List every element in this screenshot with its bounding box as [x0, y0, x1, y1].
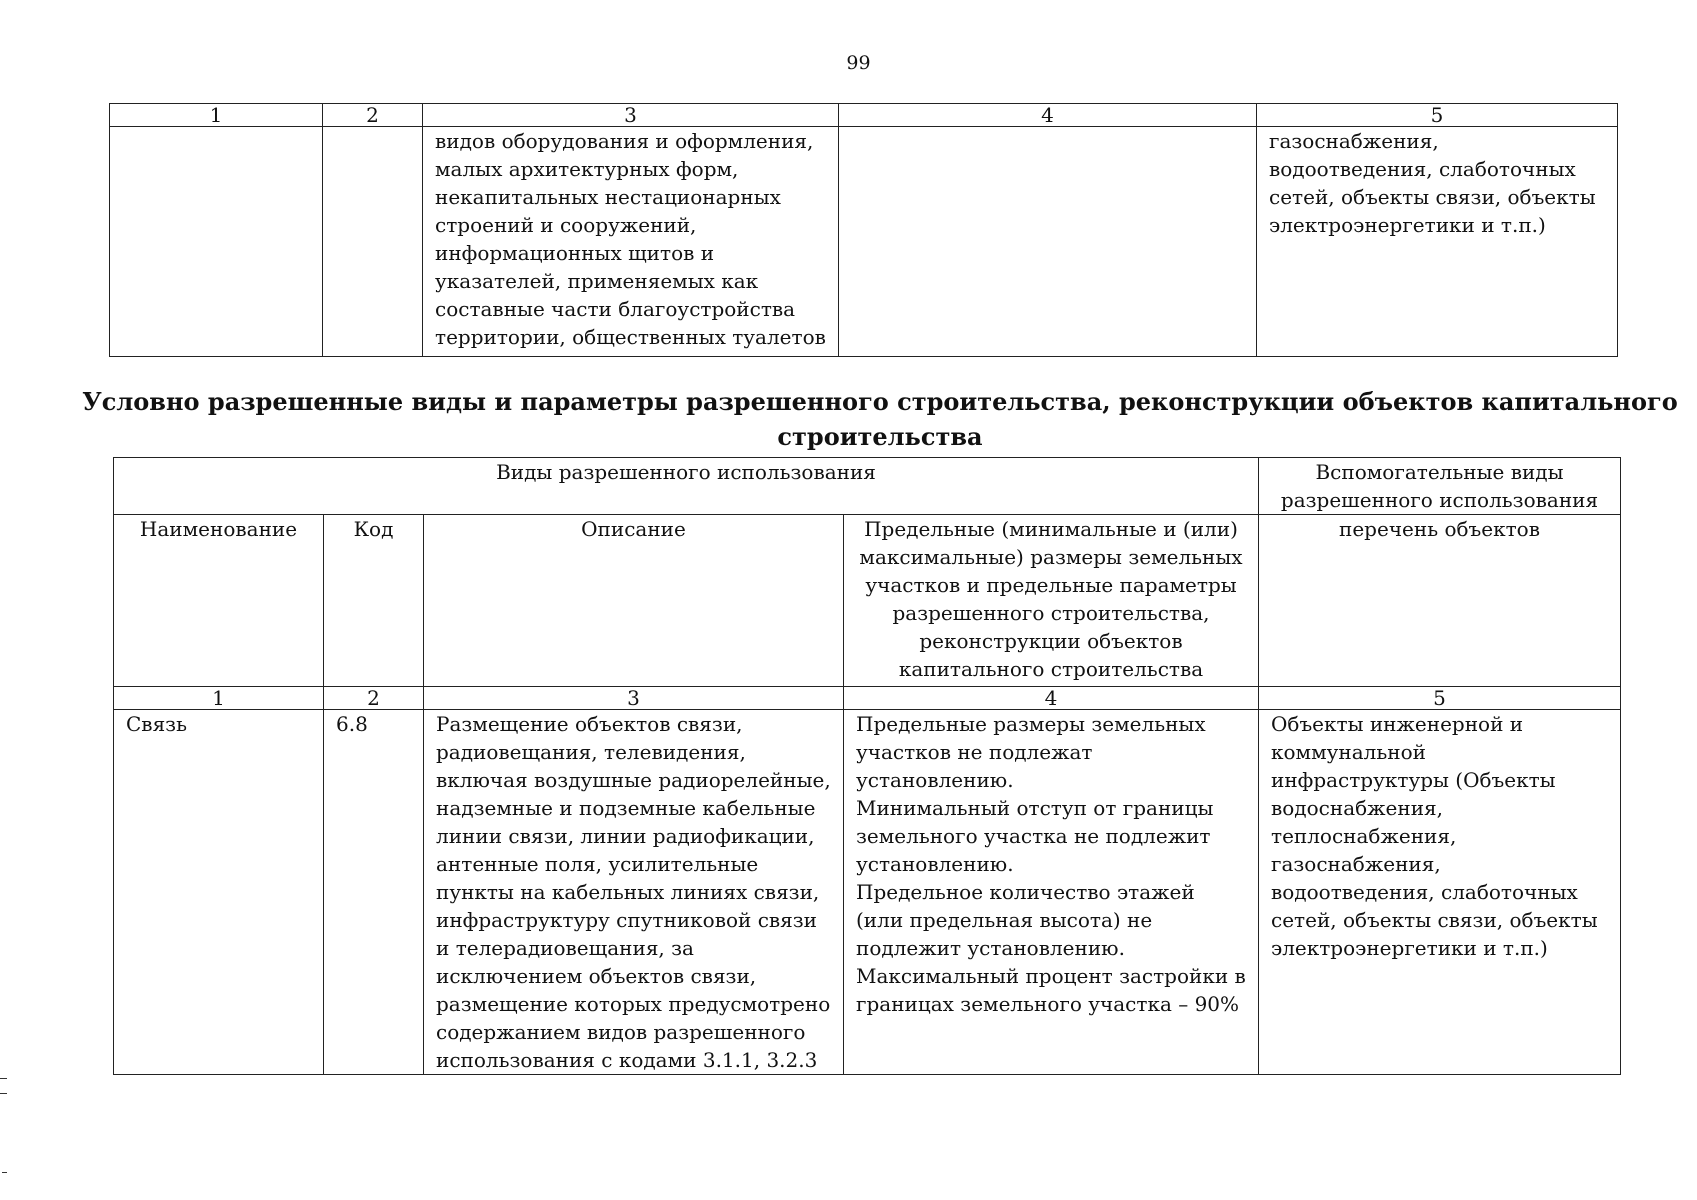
column-number: 5 [1259, 687, 1621, 710]
column-numbers-row [110, 104, 1618, 127]
parameters-cell [839, 127, 1257, 357]
column-number: 5 [1257, 104, 1618, 127]
name-cell: Связь [114, 710, 324, 1075]
objects-list-column-header: перечень объектов [1259, 515, 1621, 687]
code-cell [323, 127, 423, 357]
column-number: 2 [324, 687, 424, 710]
column-number: 4 [839, 104, 1257, 127]
parameters-cell [844, 710, 1259, 1075]
column-number: 4 [844, 687, 1259, 710]
column-header-row [114, 515, 1621, 687]
column-number: 3 [423, 104, 839, 127]
auxiliary-cell: газоснабжения, водоотведения, слаботочных сетей, объекты связи, объекты электроэнергетики и т.п.) [1257, 127, 1618, 357]
page-number: 99 [846, 52, 871, 74]
column-number: 1 [114, 687, 324, 710]
column-numbers-row [114, 687, 1621, 710]
parameter-line: Минимальный отступ от границы земельного участка не подлежит установлению. [856, 796, 1214, 876]
parameter-line: Максимальный процент застройки в границах земельного участка – 90% [856, 964, 1246, 1016]
code-cell: 6.8 [324, 710, 424, 1075]
name-column-header: Наименование [114, 515, 324, 687]
section-heading: Условно разрешенные виды и параметры разрешенного строительства, реконструкции объектов капитального строительства [82, 387, 1678, 451]
margin-mark [0, 1078, 7, 1094]
column-number: 1 [110, 104, 323, 127]
parameter-line: Предельное количество этажей (или предельная высота) не подлежит установлению. [856, 880, 1195, 960]
description-cell: Размещение объектов связи, радиовещания, телевидения, включая воздушные радиорелейные, надземные и подземные кабельные линии связи, линии радиофикации, антенные поля, усилительные пункты на кабельных линиях связи, инфраструктуру спутниковой связи и телерадиовещания, за исключением объектов связи, размещение которых предусмотрено содержанием видов разрешенного использования с кодами 3.1.1, 3.2.3 [424, 710, 844, 1075]
parameters-column-header: Предельные (минимальные и (или) максимальные) размеры земельных участков и предельные параметры разрешенного строительства, реконструкции объектов капитального строительства [844, 515, 1259, 687]
continuation-table [109, 103, 1618, 357]
group-header-row [114, 458, 1621, 515]
code-column-header: Код [324, 515, 424, 687]
name-cell [110, 127, 323, 357]
description-cell: видов оборудования и оформления, малых архитектурных форм, некапитальных нестационарных строений и сооружений, информационных щитов и указателей, применяемых как составные части благоустройства территории, общественных туалетов [423, 127, 839, 357]
table-row [114, 710, 1621, 1075]
auxiliary-cell: Объекты инженерной и коммунальной инфраструктуры (Объекты водоснабжения, теплоснабжения, газоснабжения, водоотведения, слаботочных сетей, объекты связи, объекты электроэнергетики и т.п.) [1259, 710, 1621, 1075]
conditional-use-table [113, 457, 1621, 1075]
table-row [110, 127, 1618, 357]
column-number: 2 [323, 104, 423, 127]
main-header: Виды разрешенного использования [114, 458, 1259, 515]
parameter-line: Предельные размеры земельных участков не подлежат установлению. [856, 712, 1206, 792]
margin-mark [2, 1172, 7, 1173]
aux-header: Вспомогательные виды разрешенного использования [1259, 458, 1621, 515]
column-number: 3 [424, 687, 844, 710]
description-column-header: Описание [424, 515, 844, 687]
